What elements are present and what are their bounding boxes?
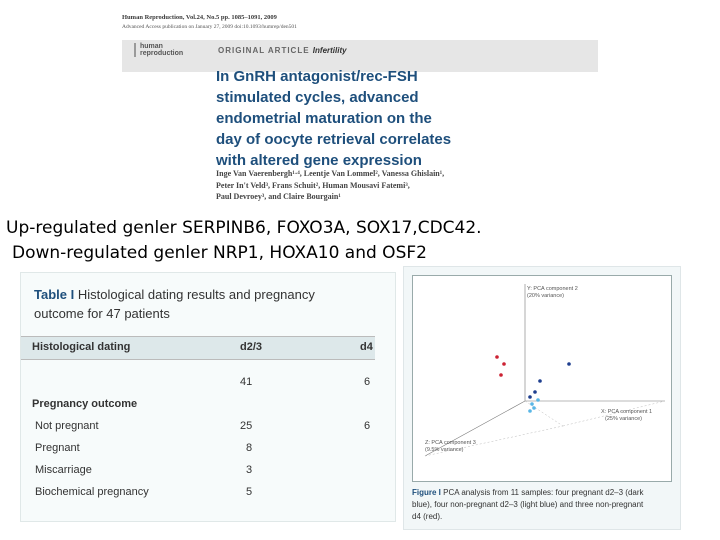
figure-label: Figure I: [412, 488, 441, 497]
journal-logo: [134, 43, 183, 57]
article-type: [218, 46, 347, 55]
row-total-d2-3: 41: [240, 376, 253, 388]
title-line: stimulated cycles, advanced: [216, 89, 419, 106]
table-caption-line2: outcome for 47 patients: [34, 306, 170, 321]
table-label: Table I: [34, 287, 75, 302]
row-biochemical-label: Biochemical pregnancy: [35, 486, 149, 498]
row-pregnancy-outcome: Pregnancy outcome: [32, 398, 138, 410]
table-header-row: [21, 336, 375, 360]
x-axis-variance: (25% variance): [605, 416, 642, 422]
row-total-d4: 6: [364, 376, 371, 388]
pca-point-light-blue: [536, 398, 540, 402]
pca-point-dark-blue: [538, 379, 542, 383]
row-not-pregnant-label: Not pregnant: [35, 420, 99, 432]
pca-point-light-blue: [530, 402, 534, 406]
header-d4: d4: [360, 341, 373, 353]
figure-caption: [412, 487, 674, 523]
header-d2-3: d2/3: [240, 341, 263, 353]
table-panel: [20, 272, 396, 522]
pca-point-light-blue: [528, 409, 532, 413]
downregulated-genes-text: Down-regulated genler NRP1, HOXA10 and OSF2: [12, 243, 427, 263]
article-title: [216, 66, 596, 171]
pca-point-dark-blue: [567, 362, 571, 366]
table-caption-line1: Histological dating results and pregnancy: [77, 287, 315, 302]
pca-point-red: [499, 373, 503, 377]
upregulated-genes-text: Up-regulated genler SERPINB6, FOXO3A, SOX17,CDC42.: [6, 218, 482, 238]
figure-caption-line2: blue), four non-pregnant d2–3 (light blue) and three non-pregnant: [412, 500, 644, 509]
pca-point-dark-blue: [533, 390, 537, 394]
pca-figure-panel: [403, 266, 681, 530]
row-pregnant-d2-3: 8: [246, 442, 253, 454]
row-pregnant-label: Pregnant: [35, 442, 80, 454]
journal-line: Human Reproduction, Vol.24, No.5 pp. 1085–1091, 2009: [122, 14, 277, 21]
figure-caption-line3: d4 (red).: [412, 512, 443, 521]
article-section: Infertility: [312, 46, 347, 55]
author-line: Inge Van Vaerenbergh¹·⁴, Leentje Van Lommel², Vanessa Ghislain¹,: [216, 169, 445, 178]
pca-point-red: [502, 362, 506, 366]
author-line: Paul Devroey³, and Claire Bourgain¹: [216, 192, 341, 201]
title-line: endometrial maturation on the: [216, 110, 432, 127]
y-axis-label: Y: PCA component 2: [527, 286, 578, 292]
row-not-pregnant-d4: 6: [364, 420, 371, 432]
title-line: In GnRH antagonist/rec-FSH: [216, 68, 418, 85]
x-axis-label: X: PCA component 1: [601, 409, 653, 415]
header-histological-dating: Histological dating: [32, 341, 131, 353]
pca-point-light-blue: [532, 406, 536, 410]
pca-plot: [412, 275, 672, 482]
article-header-image: [122, 12, 598, 208]
z-axis-label: Z: PCA component 3: [425, 440, 476, 446]
author-line: Peter In't Veld³, Frans Schuit², Human Mousavi Fatemi³,: [216, 180, 410, 190]
pca-plot-svg: [413, 276, 671, 481]
row-not-pregnant-d2-3: 25: [240, 420, 253, 432]
logo-bottom: reproduction: [140, 50, 184, 57]
row-miscarriage-label: Miscarriage: [35, 464, 92, 476]
row-miscarriage-d2-3: 3: [246, 464, 253, 476]
figure-caption-line1: PCA analysis from 11 samples: four pregnant d2–3 (dark: [443, 488, 644, 497]
article-type-label: ORIGINAL ARTICLE: [218, 46, 310, 55]
article-authors: [216, 168, 596, 203]
y-axis-variance: (20% variance): [527, 293, 564, 299]
pca-point-red: [495, 355, 499, 359]
logo-top: human: [140, 43, 163, 50]
advance-access-line: Advanced Access publication on January 27, 2009 doi:10.1093/humrep/den501: [122, 24, 297, 30]
z-axis-variance: (9.5% variance): [425, 447, 464, 453]
title-line: with altered gene expression: [216, 152, 422, 169]
pca-point-dark-blue: [528, 395, 532, 399]
table-caption: [34, 285, 384, 323]
row-biochemical-d2-3: 5: [246, 486, 253, 498]
title-line: day of oocyte retrieval correlates: [216, 131, 452, 148]
